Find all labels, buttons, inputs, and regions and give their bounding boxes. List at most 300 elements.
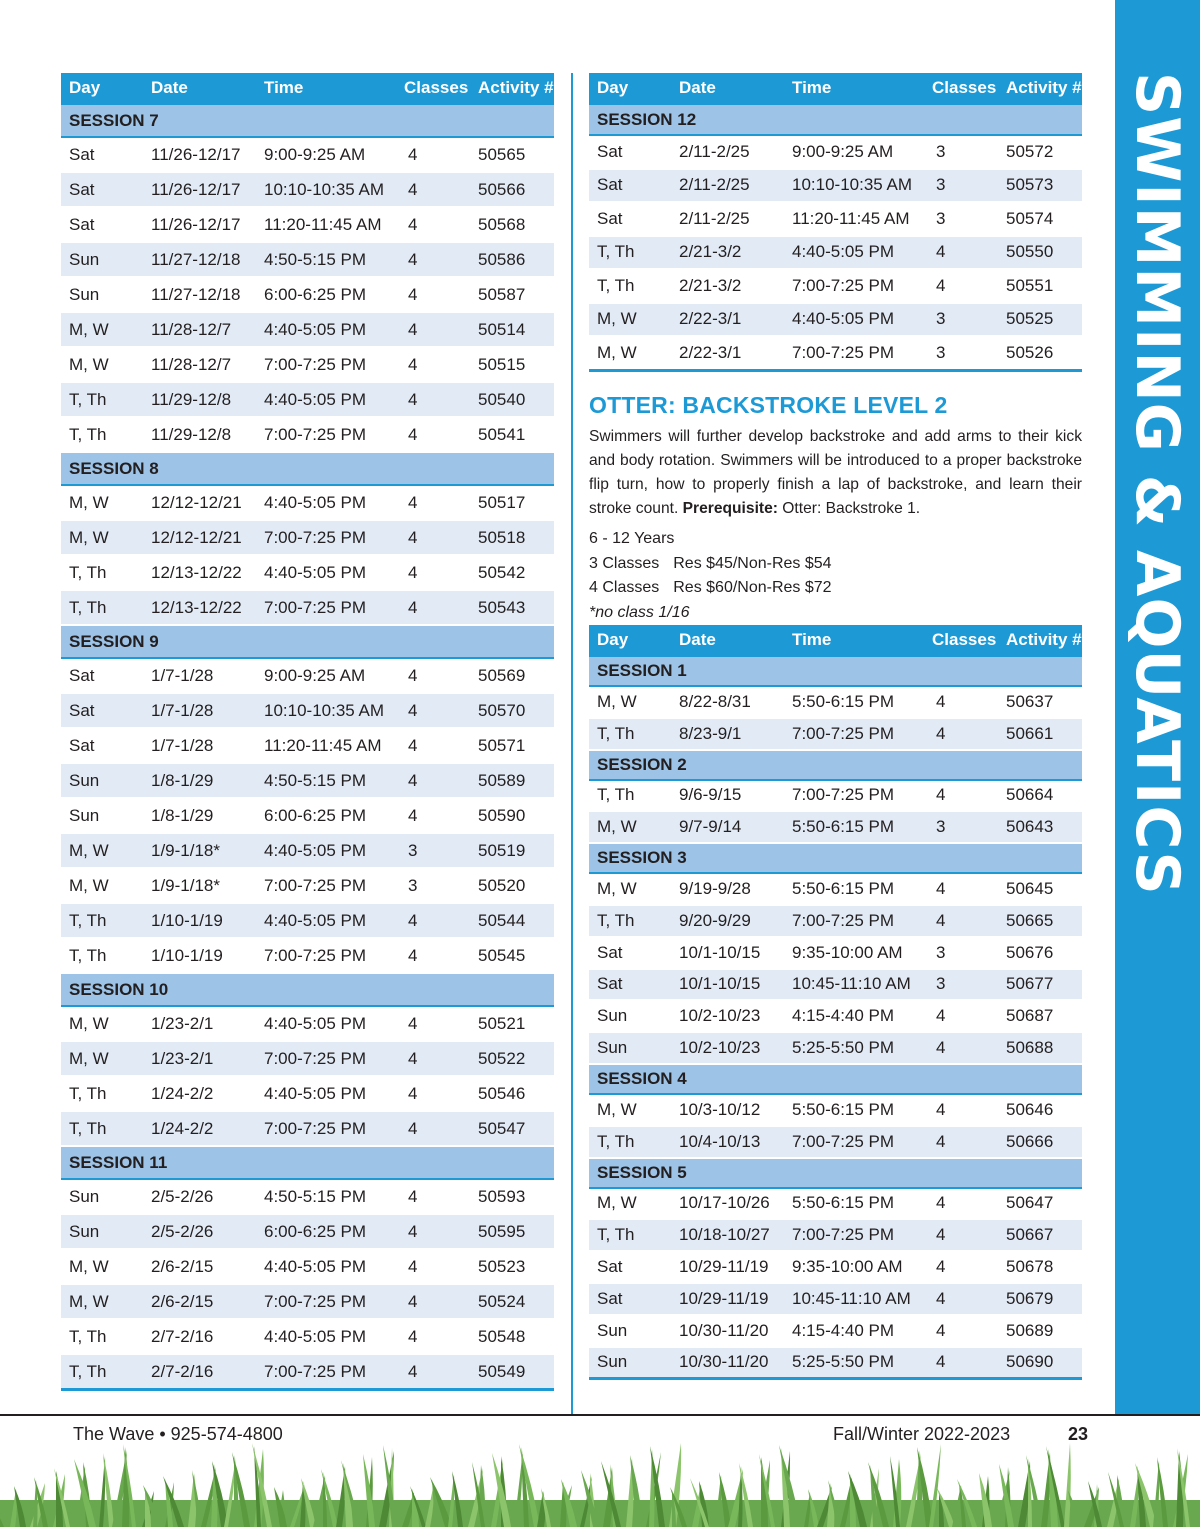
session-header-row [589, 1158, 1082, 1188]
cell-day: T, Th [589, 1126, 671, 1158]
cell-activity: 50525 [998, 303, 1082, 337]
cell-time: 4:50-5:15 PM [256, 1179, 404, 1214]
header-classes: Classes [932, 625, 998, 656]
cell-date: 2/7-2/16 [143, 1354, 256, 1390]
cell-time: 4:15-4:40 PM [784, 1315, 932, 1347]
cell-day: T, Th [589, 269, 671, 303]
table-row [61, 312, 554, 347]
cell-date: 10/2-10/23 [671, 1032, 784, 1064]
cell-day: M, W [61, 347, 143, 382]
cell-date: 1/9-1/18* [143, 868, 256, 903]
grass-decoration [0, 1440, 1200, 1527]
cell-day: T, Th [61, 1354, 143, 1390]
table-row [589, 236, 1082, 270]
header-time: Time [784, 73, 932, 104]
cell-date: 1/24-2/2 [143, 1111, 256, 1146]
cell-date: 10/3-10/12 [671, 1094, 784, 1126]
cell-day: M, W [589, 303, 671, 337]
table-row [589, 1126, 1082, 1158]
cell-day: T, Th [589, 1219, 671, 1251]
cell-time: 5:50-6:15 PM [784, 873, 932, 905]
cell-activity: 50540 [470, 382, 554, 417]
cell-classes: 4 [404, 938, 470, 973]
cell-date: 11/28-12/7 [143, 347, 256, 382]
cell-day: M, W [61, 485, 143, 520]
session-header-row [61, 452, 554, 485]
cell-activity: 50666 [998, 1126, 1082, 1158]
cell-day: T, Th [61, 938, 143, 973]
cell-day: Sat [589, 135, 671, 169]
cell-classes: 4 [932, 1126, 998, 1158]
cell-classes: 4 [932, 269, 998, 303]
cell-classes: 4 [932, 686, 998, 718]
cell-time: 4:50-5:15 PM [256, 242, 404, 277]
cell-date: 9/20-9/29 [671, 905, 784, 937]
cell-day: T, Th [61, 555, 143, 590]
table-row [61, 938, 554, 973]
cell-activity: 50519 [470, 833, 554, 868]
cell-classes: 4 [404, 590, 470, 625]
cell-activity: 50569 [470, 658, 554, 693]
cell-date: 2/11-2/25 [671, 202, 784, 236]
cell-day: M, W [61, 1006, 143, 1041]
cell-activity: 50541 [470, 417, 554, 452]
cell-date: 9/6-9/15 [671, 780, 784, 812]
cell-activity: 50524 [470, 1284, 554, 1319]
course-description-section [589, 392, 1082, 625]
session-label: SESSION 3 [589, 843, 1082, 873]
schedule-table [589, 625, 1082, 1380]
schedule-table [589, 73, 1082, 372]
cell-classes: 4 [932, 1347, 998, 1379]
cell-day: Sun [61, 277, 143, 312]
schedule-table [61, 73, 554, 1391]
table-row [61, 417, 554, 452]
cell-time: 7:00-7:25 PM [784, 269, 932, 303]
page-number: 23 [1068, 1424, 1089, 1444]
cell-activity: 50646 [998, 1094, 1082, 1126]
cell-time: 5:50-6:15 PM [784, 686, 932, 718]
cell-time: 4:40-5:05 PM [256, 312, 404, 347]
cell-classes: 4 [404, 1354, 470, 1390]
cell-day: M, W [61, 868, 143, 903]
cell-time: 11:20-11:45 AM [256, 728, 404, 763]
schedule-table-left [61, 73, 554, 1391]
course-title: OTTER: BACKSTROKE LEVEL 2 [589, 392, 948, 418]
cell-classes: 4 [932, 1032, 998, 1064]
cell-time: 4:40-5:05 PM [256, 1319, 404, 1354]
cell-classes: 4 [404, 1041, 470, 1076]
cell-date: 9/19-9/28 [671, 873, 784, 905]
header-activity: Activity # [470, 73, 554, 104]
cell-day: T, Th [61, 903, 143, 938]
session-header-row [589, 104, 1082, 135]
cell-classes: 4 [932, 1283, 998, 1315]
cell-time: 7:00-7:25 PM [256, 868, 404, 903]
cell-classes: 4 [932, 718, 998, 750]
cell-activity: 50690 [998, 1347, 1082, 1379]
cell-day: Sat [61, 658, 143, 693]
cell-activity: 50677 [998, 969, 1082, 1001]
header-day: Day [589, 625, 671, 656]
cell-time: 4:40-5:05 PM [256, 1076, 404, 1111]
cell-date: 10/4-10/13 [671, 1126, 784, 1158]
cell-date: 10/30-11/20 [671, 1315, 784, 1347]
cell-date: 1/7-1/28 [143, 728, 256, 763]
cell-time: 9:35-10:00 AM [784, 937, 932, 969]
cell-activity: 50590 [470, 798, 554, 833]
fee-4-value: Res $60/Non-Res $72 [673, 579, 832, 596]
schedule-table-session-12 [589, 73, 1082, 372]
cell-classes: 4 [932, 780, 998, 812]
table-row [589, 1188, 1082, 1220]
cell-classes: 4 [404, 312, 470, 347]
cell-date: 1/24-2/2 [143, 1076, 256, 1111]
cell-day: Sun [589, 1032, 671, 1064]
table-row [589, 1283, 1082, 1315]
course-description-text: Swimmers will further develop backstroke and add arms to their kick and body rotation. Swimmers will be introduced to a proper backstroke flip turn, how to properly finish a lap of backstroke, and learn their stroke count. [589, 428, 1082, 517]
cell-day: M, W [589, 811, 671, 843]
session-header-row [589, 656, 1082, 686]
table-row [589, 937, 1082, 969]
table-header-row [589, 625, 1082, 656]
cell-time: 6:00-6:25 PM [256, 798, 404, 833]
cell-date: 1/9-1/18* [143, 833, 256, 868]
cell-day: Sat [61, 137, 143, 172]
cell-activity: 50518 [470, 520, 554, 555]
table-row [61, 1249, 554, 1284]
cell-activity: 50687 [998, 1000, 1082, 1032]
table-row [589, 1315, 1082, 1347]
table-row [61, 172, 554, 207]
cell-date: 11/29-12/8 [143, 382, 256, 417]
table-row [589, 169, 1082, 203]
session-label: SESSION 5 [589, 1158, 1082, 1188]
cell-time: 4:40-5:05 PM [784, 236, 932, 270]
table-row [589, 780, 1082, 812]
cell-date: 11/29-12/8 [143, 417, 256, 452]
cell-day: T, Th [589, 780, 671, 812]
cell-day: Sat [61, 172, 143, 207]
cell-classes: 3 [932, 336, 998, 370]
cell-day: Sat [61, 728, 143, 763]
cell-activity: 50542 [470, 555, 554, 590]
table-row [61, 382, 554, 417]
cell-classes: 4 [932, 236, 998, 270]
fee-3-value: Res $45/Non-Res $54 [673, 554, 832, 572]
cell-day: M, W [61, 312, 143, 347]
footer-season: Fall/Winter 2022-2023 [833, 1424, 1011, 1444]
session-label: SESSION 8 [61, 452, 554, 485]
cell-date: 2/22-3/1 [671, 303, 784, 337]
cell-day: T, Th [589, 718, 671, 750]
session-header-row [589, 1064, 1082, 1094]
table-row [589, 1251, 1082, 1283]
table-row [589, 303, 1082, 337]
cell-date: 1/23-2/1 [143, 1006, 256, 1041]
cell-activity: 50523 [470, 1249, 554, 1284]
cell-date: 1/23-2/1 [143, 1041, 256, 1076]
cell-activity: 50645 [998, 873, 1082, 905]
cell-classes: 4 [404, 382, 470, 417]
cell-day: Sat [589, 1283, 671, 1315]
table-row [589, 135, 1082, 169]
side-banner-title: SWIMMING & AQUATICS [1122, 72, 1192, 896]
age-range: 6 - 12 Years [589, 530, 675, 547]
cell-day: T, Th [589, 905, 671, 937]
cell-activity: 50514 [470, 312, 554, 347]
cell-classes: 4 [404, 728, 470, 763]
cell-classes: 4 [404, 137, 470, 172]
session-label: SESSION 11 [61, 1146, 554, 1179]
cell-time: 6:00-6:25 PM [256, 1214, 404, 1249]
cell-date: 2/21-3/2 [671, 236, 784, 270]
cell-classes: 4 [404, 1284, 470, 1319]
cell-activity: 50643 [998, 811, 1082, 843]
table-row [589, 1000, 1082, 1032]
table-row [61, 242, 554, 277]
cell-classes: 4 [932, 905, 998, 937]
cell-date: 10/17-10/26 [671, 1188, 784, 1220]
cell-day: Sat [61, 207, 143, 242]
table-row [589, 202, 1082, 236]
cell-date: 1/10-1/19 [143, 938, 256, 973]
cell-day: M, W [589, 1094, 671, 1126]
cell-date: 2/22-3/1 [671, 336, 784, 370]
cell-activity: 50522 [470, 1041, 554, 1076]
cell-date: 2/5-2/26 [143, 1179, 256, 1214]
cell-classes: 4 [404, 207, 470, 242]
cell-activity: 50689 [998, 1315, 1082, 1347]
cell-time: 7:00-7:25 PM [784, 1126, 932, 1158]
cell-classes: 3 [932, 303, 998, 337]
cell-classes: 4 [404, 798, 470, 833]
cell-classes: 4 [404, 555, 470, 590]
session-label: SESSION 10 [61, 973, 554, 1006]
cell-classes: 4 [404, 347, 470, 382]
table-row [61, 728, 554, 763]
cell-day: M, W [589, 336, 671, 370]
table-row [589, 1094, 1082, 1126]
cell-time: 4:15-4:40 PM [784, 1000, 932, 1032]
cell-date: 12/13-12/22 [143, 590, 256, 625]
header-classes: Classes [932, 73, 998, 104]
table-row [61, 833, 554, 868]
cell-date: 1/7-1/28 [143, 693, 256, 728]
cell-day: T, Th [61, 382, 143, 417]
table-row [61, 903, 554, 938]
cell-time: 9:00-9:25 AM [256, 137, 404, 172]
cell-time: 7:00-7:25 PM [256, 1041, 404, 1076]
cell-classes: 4 [404, 1006, 470, 1041]
cell-date: 12/13-12/22 [143, 555, 256, 590]
cell-activity: 50515 [470, 347, 554, 382]
header-date: Date [671, 73, 784, 104]
cell-activity: 50548 [470, 1319, 554, 1354]
cell-time: 10:45-11:10 AM [784, 1283, 932, 1315]
cell-day: Sun [61, 798, 143, 833]
cell-classes: 4 [932, 1315, 998, 1347]
table-row [589, 969, 1082, 1001]
cell-time: 10:10-10:35 AM [256, 172, 404, 207]
cell-day: T, Th [61, 1319, 143, 1354]
cell-day: M, W [61, 833, 143, 868]
table-row [61, 207, 554, 242]
cell-activity: 50568 [470, 207, 554, 242]
cell-activity: 50593 [470, 1179, 554, 1214]
cell-day: Sat [589, 202, 671, 236]
cell-date: 8/23-9/1 [671, 718, 784, 750]
cell-date: 2/5-2/26 [143, 1214, 256, 1249]
cell-classes: 4 [404, 693, 470, 728]
table-header-row [589, 73, 1082, 104]
cell-activity: 50573 [998, 169, 1082, 203]
session-label: SESSION 1 [589, 656, 1082, 686]
session-label: SESSION 4 [589, 1064, 1082, 1094]
header-activity: Activity # [998, 73, 1082, 104]
cell-time: 7:00-7:25 PM [256, 1284, 404, 1319]
session-header-row [61, 973, 554, 1006]
cell-time: 10:45-11:10 AM [784, 969, 932, 1001]
cell-day: M, W [589, 686, 671, 718]
cell-activity: 50571 [470, 728, 554, 763]
cell-classes: 4 [404, 417, 470, 452]
cell-time: 4:40-5:05 PM [256, 382, 404, 417]
header-day: Day [589, 73, 671, 104]
cell-classes: 4 [404, 763, 470, 798]
course-description [589, 425, 1082, 521]
cell-time: 7:00-7:25 PM [256, 590, 404, 625]
table-row [61, 763, 554, 798]
cell-activity: 50661 [998, 718, 1082, 750]
cell-classes: 4 [932, 873, 998, 905]
cell-time: 5:25-5:50 PM [784, 1347, 932, 1379]
cell-date: 10/2-10/23 [671, 1000, 784, 1032]
cell-activity: 50521 [470, 1006, 554, 1041]
header-time: Time [784, 625, 932, 656]
cell-activity: 50565 [470, 137, 554, 172]
cell-time: 4:40-5:05 PM [784, 303, 932, 337]
cell-day: M, W [589, 873, 671, 905]
table-row [61, 277, 554, 312]
table-row [61, 1006, 554, 1041]
cell-time: 7:00-7:25 PM [784, 718, 932, 750]
cell-time: 4:40-5:05 PM [256, 485, 404, 520]
cell-activity: 50676 [998, 937, 1082, 969]
cell-classes: 3 [932, 135, 998, 169]
cell-day: Sun [589, 1315, 671, 1347]
cell-classes: 4 [932, 1094, 998, 1126]
cell-classes: 4 [404, 1076, 470, 1111]
cell-day: Sat [589, 937, 671, 969]
header-day: Day [61, 73, 143, 104]
cell-classes: 4 [404, 1319, 470, 1354]
cell-activity: 50572 [998, 135, 1082, 169]
cell-time: 10:10-10:35 AM [256, 693, 404, 728]
session-header-row [589, 750, 1082, 780]
prerequisite-label: Prerequisite: [682, 500, 778, 517]
cell-day: Sun [589, 1000, 671, 1032]
cell-time: 5:25-5:50 PM [784, 1032, 932, 1064]
table-row [589, 873, 1082, 905]
table-row [61, 590, 554, 625]
cell-time: 7:00-7:25 PM [784, 336, 932, 370]
cell-day: T, Th [61, 1111, 143, 1146]
table-row [61, 1076, 554, 1111]
cell-date: 10/30-11/20 [671, 1347, 784, 1379]
cell-classes: 4 [404, 1249, 470, 1284]
cell-classes: 4 [932, 1188, 998, 1220]
table-row [61, 658, 554, 693]
cell-activity: 50544 [470, 903, 554, 938]
table-row [61, 868, 554, 903]
cell-time: 4:40-5:05 PM [256, 1249, 404, 1284]
cell-classes: 3 [932, 969, 998, 1001]
table-row [61, 1111, 554, 1146]
cell-classes: 3 [932, 937, 998, 969]
cell-time: 7:00-7:25 PM [784, 1219, 932, 1251]
cell-day: Sun [589, 1347, 671, 1379]
cell-time: 7:00-7:25 PM [784, 905, 932, 937]
cell-activity: 50587 [470, 277, 554, 312]
table-header-row [61, 73, 554, 104]
cell-time: 11:20-11:45 AM [256, 207, 404, 242]
cell-time: 4:40-5:05 PM [256, 555, 404, 590]
cell-activity: 50549 [470, 1354, 554, 1390]
cell-activity: 50595 [470, 1214, 554, 1249]
table-row [61, 520, 554, 555]
cell-classes: 4 [404, 1214, 470, 1249]
cell-activity: 50637 [998, 686, 1082, 718]
table-row [589, 269, 1082, 303]
cell-day: Sun [61, 1214, 143, 1249]
cell-date: 10/1-10/15 [671, 969, 784, 1001]
cell-date: 11/27-12/18 [143, 242, 256, 277]
cell-date: 11/27-12/18 [143, 277, 256, 312]
header-time: Time [256, 73, 404, 104]
cell-date: 10/29-11/19 [671, 1283, 784, 1315]
table-row [61, 1354, 554, 1390]
cell-day: M, W [61, 1284, 143, 1319]
session-label: SESSION 12 [589, 104, 1082, 135]
cell-activity: 50665 [998, 905, 1082, 937]
cell-day: Sat [589, 969, 671, 1001]
cell-date: 8/22-8/31 [671, 686, 784, 718]
cell-activity: 50520 [470, 868, 554, 903]
cell-day: M, W [61, 1249, 143, 1284]
cell-day: Sat [589, 169, 671, 203]
table-row [61, 693, 554, 728]
footer-left: The Wave • 925-574-4800 [73, 1424, 283, 1444]
session-header-row [589, 843, 1082, 873]
session-label: SESSION 9 [61, 625, 554, 658]
cell-classes: 4 [404, 242, 470, 277]
session-header-row [61, 625, 554, 658]
cell-time: 7:00-7:25 PM [256, 1354, 404, 1390]
cell-activity: 50545 [470, 938, 554, 973]
table-row [589, 905, 1082, 937]
cell-date: 10/29-11/19 [671, 1251, 784, 1283]
cell-day: T, Th [61, 417, 143, 452]
prerequisite-value: Otter: Backstroke 1. [777, 500, 921, 517]
table-row [61, 485, 554, 520]
cell-time: 10:10-10:35 AM [784, 169, 932, 203]
cell-activity: 50543 [470, 590, 554, 625]
cell-activity: 50526 [998, 336, 1082, 370]
header-classes: Classes [404, 73, 470, 104]
no-class-note: *no class 1/16 [589, 603, 690, 621]
cell-time: 9:00-9:25 AM [256, 658, 404, 693]
